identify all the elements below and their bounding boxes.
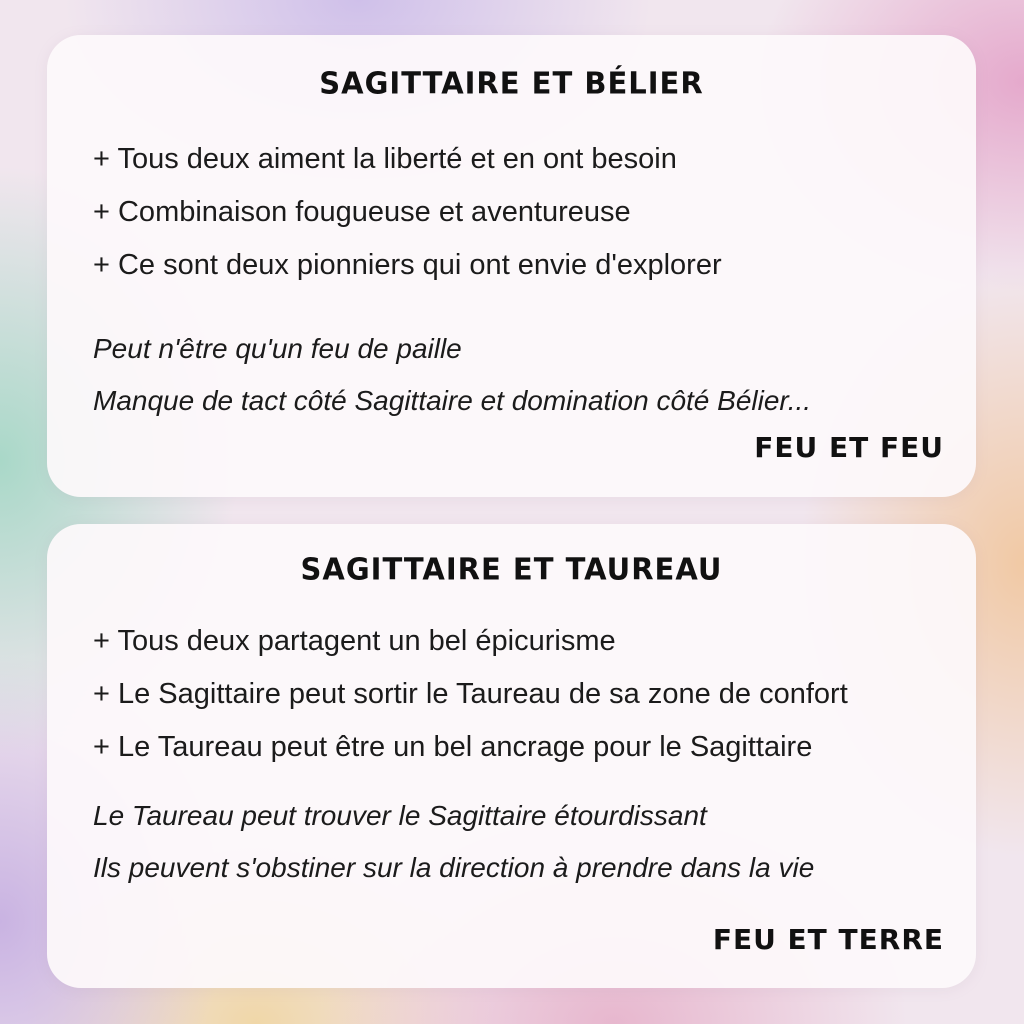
- positive-item: + Ce sont deux pionniers qui ont envie d'explorer: [93, 249, 722, 281]
- positive-item: + Le Sagittaire peut sortir le Taureau de sa zone de confort: [93, 678, 848, 710]
- negative-item: Manque de tact côté Sagittaire et domination côté Bélier...: [93, 385, 812, 416]
- compatibility-card-sagittaire-taureau: [47, 524, 976, 988]
- positive-item: + Combinaison fougueuse et aventureuse: [93, 196, 631, 228]
- negative-item: Ils peuvent s'obstiner sur la direction à prendre dans la vie: [93, 852, 815, 883]
- negative-item: Le Taureau peut trouver le Sagittaire étourdissant: [93, 800, 707, 831]
- positive-item: + Le Taureau peut être un bel ancrage pour le Sagittaire: [93, 731, 813, 763]
- card-title: SAGITTAIRE ET BÉLIER: [319, 65, 704, 101]
- positives-list: [93, 133, 722, 292]
- positive-item: + Tous deux partagent un bel épicurisme: [93, 625, 616, 657]
- card-title: SAGITTAIRE ET TAUREAU: [300, 551, 723, 587]
- positives-list: [93, 615, 848, 774]
- negatives-list: [93, 323, 811, 427]
- elements-tag: FEU ET TERRE: [712, 923, 944, 956]
- elements-tag: FEU ET FEU: [754, 431, 944, 464]
- compatibility-card-sagittaire-belier: [47, 35, 976, 497]
- negatives-list: [93, 790, 814, 894]
- negative-item: Peut n'être qu'un feu de paille: [93, 333, 462, 364]
- positive-item: + Tous deux aiment la liberté et en ont besoin: [93, 143, 677, 175]
